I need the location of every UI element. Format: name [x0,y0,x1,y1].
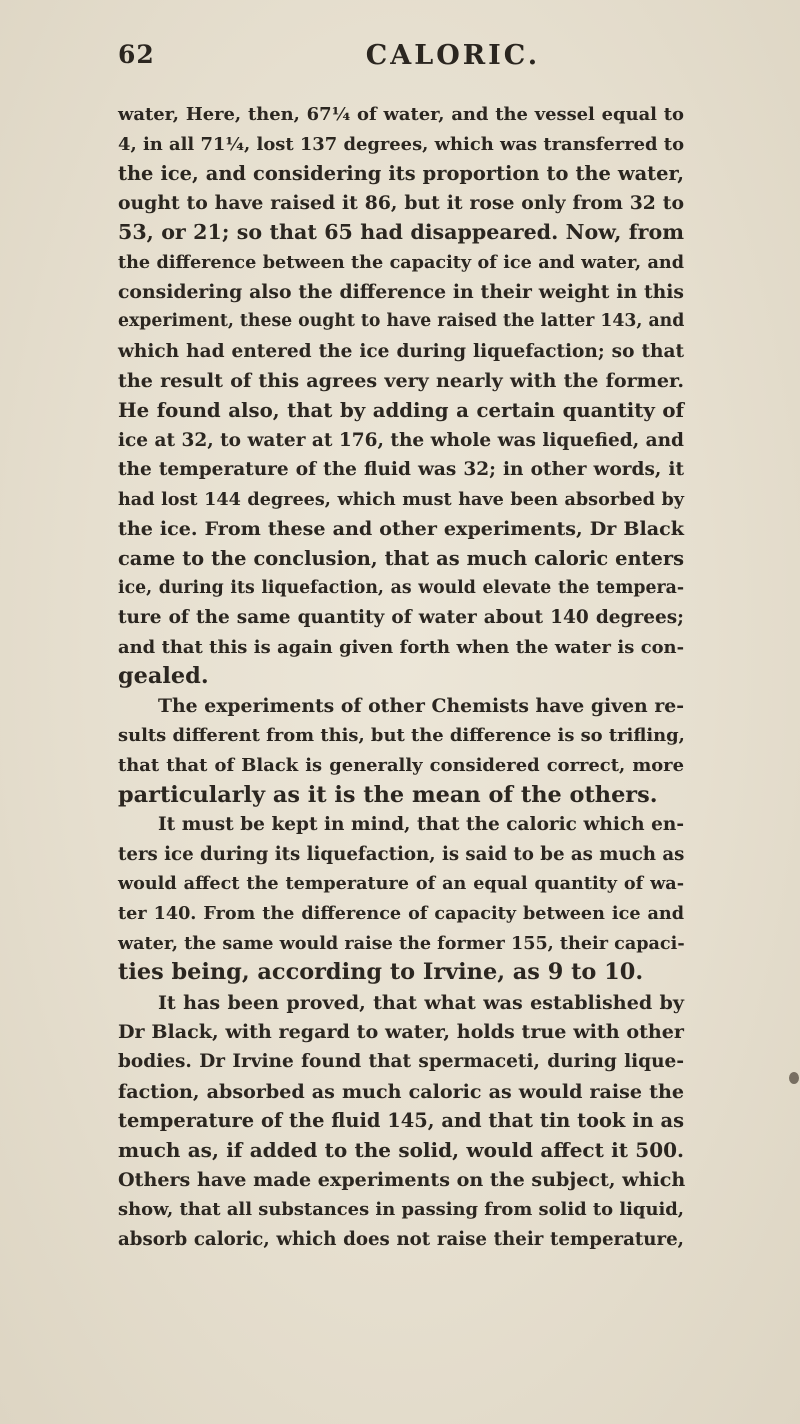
text-line: the difference between the capacity of ice and water, and [118,251,684,273]
text-line: ter 140. From the difference of capacity between ice and [118,903,684,925]
text-line: temperature of the fluid 145, and that tin took in as [118,1109,684,1133]
text-line: It has been proved, that what was established by [158,990,684,1014]
text-line: the ice. From these and other experiments, Dr Black [118,517,684,541]
text-line: which had entered the ice during liquefaction; so that [118,340,684,362]
text-line: sults different from this, but the difference is so trifling, [118,725,685,747]
text-line: Others have made experiments on the subject, which [118,1168,686,1192]
text-line: came to the conclusion, that as much caloric enters [118,546,684,570]
text-line: the result of this agrees very nearly with the former. [118,369,684,393]
page-header [118,40,678,80]
text-line: ties being, according to Irvine, as 9 to 10. [118,959,644,986]
text-line: He found also, that by adding a certain quantity of [118,398,684,422]
text-line: 53, or 21; so that 65 had disappeared. Now, from [118,220,684,245]
text-line: that that of Black is generally considered correct, more [118,755,684,777]
text-line: ture of the same quantity of water about 140 degrees; [118,607,684,629]
text-line: ice, during its liquefaction, as would elevate the tempera- [118,577,684,598]
text-line: ters ice during its liquefaction, is said to be as much as [118,843,685,865]
text-line: ice at 32, to water at 176, the whole was liquefied, and [118,429,684,451]
text-line: The experiments of other Chemists have given re- [158,694,684,717]
text-line: ought to have raised it 86, but it rose only from 32 to [118,191,684,214]
page-number: 62 [118,40,155,69]
text-line: water, Here, then, 67¼ of water, and the vessel equal to [118,104,684,125]
text-line: show, that all substances in passing from solid to liquid, [118,1198,684,1220]
running-head: CALORIC. [365,40,541,71]
text-line: experiment, these ought to have raised the latter 143, and [118,311,685,332]
text-line: and that this is again given forth when the water is con- [118,636,684,658]
text-line: the ice, and considering its proportion to the water, [118,162,684,186]
text-line: much as, if added to the solid, would affect it 500. [118,1137,684,1162]
text-line: bodies. Dr Irvine found that spermaceti, during lique- [118,1051,684,1072]
ink-blot [789,1072,799,1084]
text-line: gealed. [118,663,209,690]
text-line: 4, in all 71¼, lost 137 degrees, which was transferred to [118,133,684,155]
text-line: absorb caloric, which does not raise their temperature, [118,1228,684,1250]
text-line: water, the same would raise the former 155, their capaci- [118,932,685,954]
body-text [118,100,684,1254]
text-line: Dr Black, with regard to water, holds true with other [118,1020,684,1044]
text-line: It must be kept in mind, that the caloric which en- [158,814,684,836]
text-line: would affect the temperature of an equal quantity of wa- [118,873,684,895]
text-line: the temperature of the fluid was 32; in other words, it [118,459,684,481]
text-line: particularly as it is the mean of the others. [118,781,658,808]
text-line: considering also the difference in their weight in this [118,280,684,303]
text-line: faction, absorbed as much caloric as would raise the [118,1079,684,1103]
text-line: had lost 144 degrees, which must have been absorbed by [118,488,684,510]
